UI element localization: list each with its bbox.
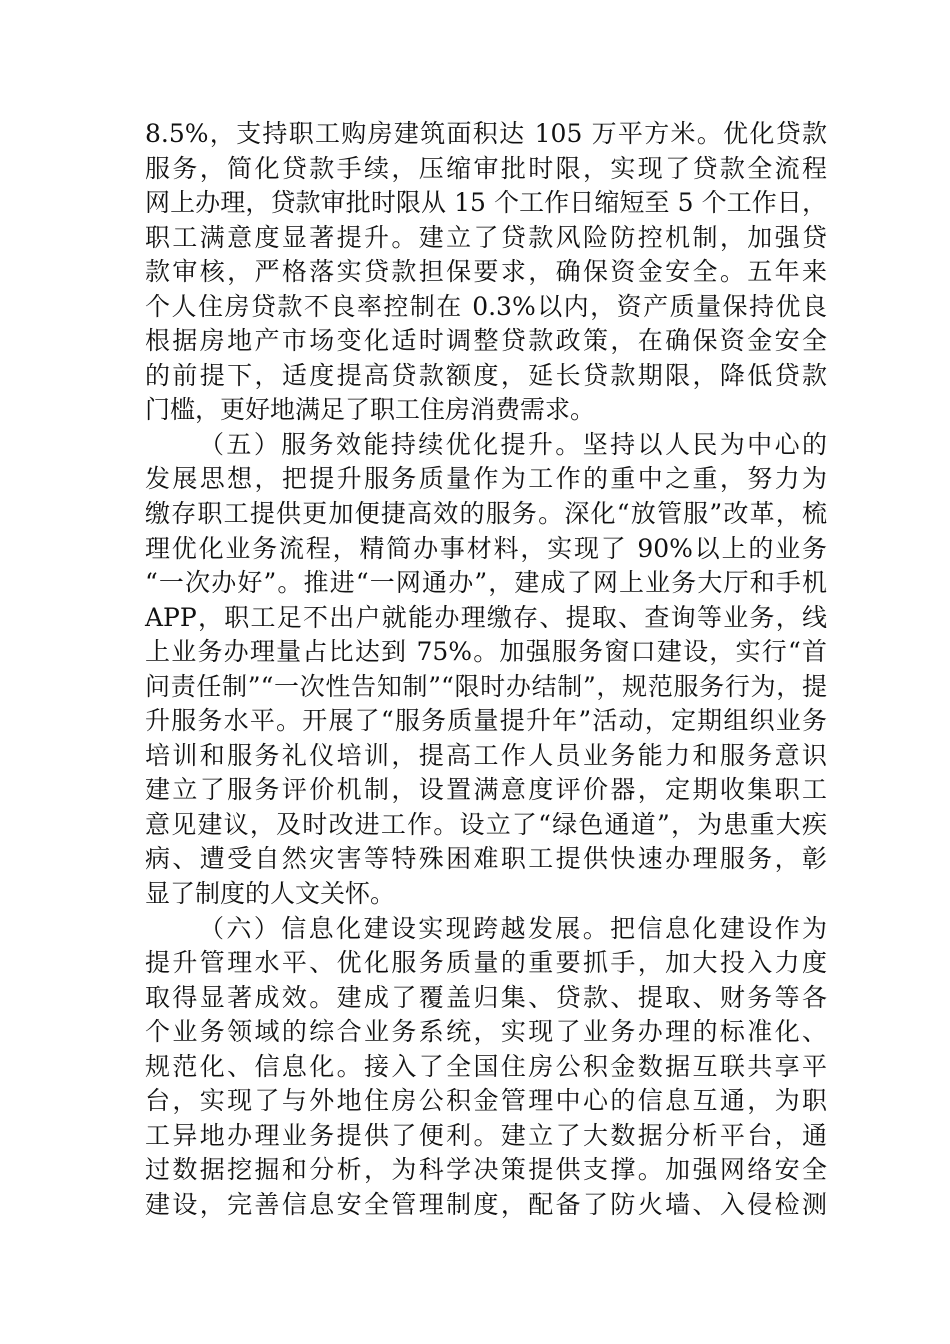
text-line: 建立了服务评价机制，设置满意度评价器，定期收集职工	[145, 775, 827, 805]
text-line: 款审核，严格落实贷款担保要求，确保资金安全。五年来	[145, 257, 827, 287]
text-line: 个业务领域的综合业务系统，实现了业务办理的标准化、	[145, 1017, 827, 1047]
body-text	[145, 117, 827, 1223]
text-line: 网上办理，贷款审批时限从 15 个工作日缩短至 5 个工作日，	[145, 188, 827, 218]
text-line: 发展思想，把提升服务质量作为工作的重中之重，努力为	[145, 464, 827, 494]
text-line: 根据房地产市场变化适时调整贷款政策，在确保资金安全	[145, 326, 827, 356]
text-line: 病、遭受自然灾害等特殊困难职工提供快速办理服务，彰	[145, 844, 827, 874]
text-line: 台，实现了与外地住房公积金管理中心的信息互通，为职	[145, 1086, 827, 1116]
text-line: 规范化、信息化。接入了全国住房公积金数据互联共享平	[145, 1051, 827, 1081]
text-line: 取得显著成效。建成了覆盖归集、贷款、提取、财务等各	[145, 982, 827, 1012]
text-line: “一次办好”。推进“一网通办”，建成了网上业务大厅和手机	[145, 568, 827, 598]
text-line: 上业务办理量占比达到 75%。加强服务窗口建设，实行“首	[145, 637, 827, 667]
text-line: 建设，完善信息安全管理制度，配备了防火墙、入侵检测	[145, 1189, 827, 1219]
text-line: 门槛，更好地满足了职工住房消费需求。	[145, 395, 596, 425]
paragraph-heading-line: （五）服务效能持续优化提升。坚持以人民为中心的	[199, 429, 827, 459]
text-line: 意见建议，及时改进工作。设立了“绿色通道”，为患重大疾	[145, 809, 827, 839]
text-line: 工异地办理业务提供了便利。建立了大数据分析平台，通	[145, 1120, 827, 1150]
text-line: 升服务水平。开展了“服务质量提升年”活动，定期组织业务	[145, 706, 827, 736]
text-line: 过数据挖掘和分析，为科学决策提供支撑。加强网络安全	[145, 1155, 827, 1185]
text-line: APP，职工足不出户就能办理缴存、提取、查询等业务，线	[145, 602, 827, 632]
text-line: 个人住房贷款不良率控制在 0.3%以内，资产质量保持优良	[145, 291, 827, 321]
text-line: 职工满意度显著提升。建立了贷款风险防控机制，加强贷	[145, 222, 827, 252]
text-line: 的前提下，适度提高贷款额度，延长贷款期限，降低贷款	[145, 360, 827, 390]
text-line: 显了制度的人文关怀。	[145, 879, 396, 909]
text-line: 提升管理水平、优化服务质量的重要抓手，加大投入力度	[145, 948, 827, 978]
text-line: 理优化业务流程，精简办事材料，实现了 90%以上的业务	[145, 533, 827, 563]
paragraph-heading-line: （六）信息化建设实现跨越发展。把信息化建设作为	[199, 913, 827, 943]
text-line: 8.5%，支持职工购房建筑面积达 105 万平方米。优化贷款	[145, 119, 827, 148]
text-line: 培训和服务礼仪培训，提高工作人员业务能力和服务意识	[145, 740, 827, 770]
text-line: 问责任制”“一次性告知制”“限时办结制”，规范服务行为，提	[145, 671, 827, 701]
text-line: 缴存职工提供更加便捷高效的服务。深化“放管服”改革，梳	[145, 499, 827, 529]
text-line: 服务，简化贷款手续，压缩审批时限，实现了贷款全流程	[145, 153, 827, 183]
